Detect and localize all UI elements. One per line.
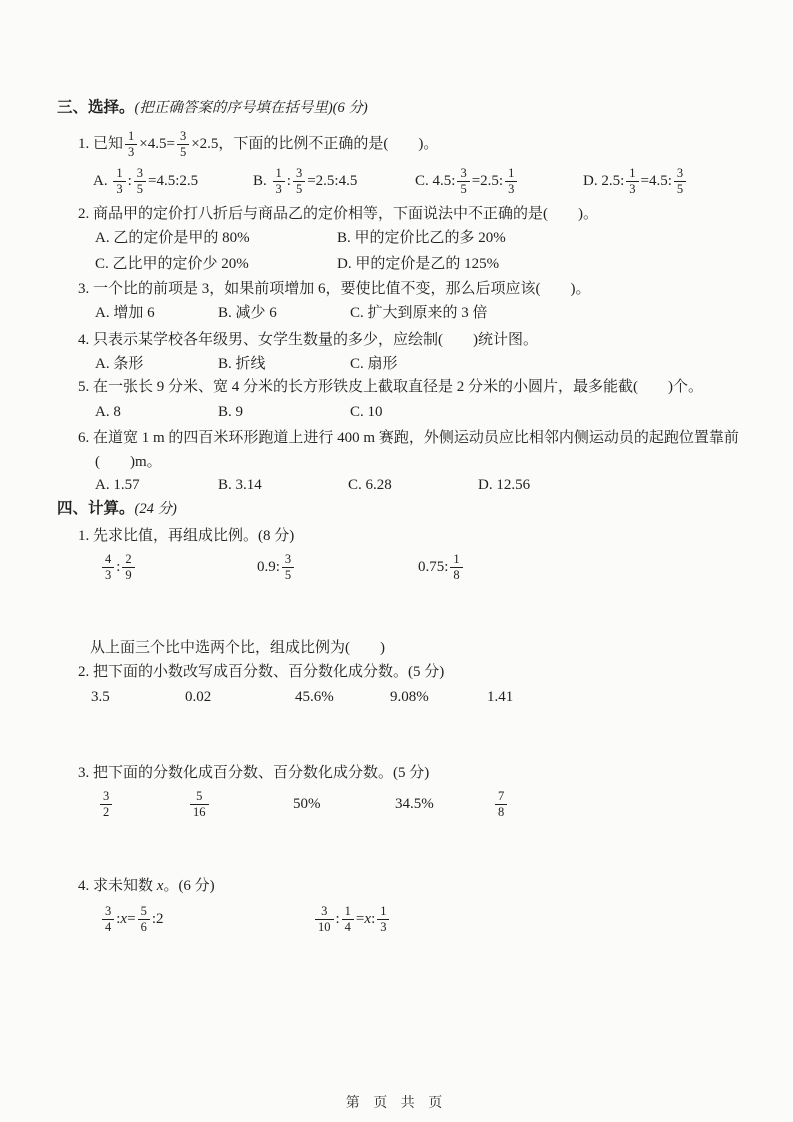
page-footer: 第 页 共 页 [345,1096,448,1111]
question-4-stem: 4. 只表示某学校各年级男、女学生数量的多少，应绘制( )统计图。 [78,332,538,348]
fraction: $\frac{1}{3}$ [125,129,137,159]
calc-2-item-3: 45.6% [295,689,334,705]
q2-option-c: C. 乙比甲的定价少 20% [95,256,249,272]
calc-2-items [0,688,793,706]
calc-1-item-2: 0.9: $\frac{3}{5}$ [257,549,296,585]
fraction: $\frac{3}{5}$ [134,166,146,196]
section-choice-heading [57,99,368,117]
section-choice-heading-note: (把正确答案的序号填在括号里)(6 分) [134,100,368,116]
calc-4-items [0,901,793,937]
calc-3-item-3: 50% [293,796,321,812]
q5-option-c: C. 10 [350,404,383,420]
q6-option-d: D. 12.56 [478,477,531,493]
section-calc-heading [57,500,177,518]
q1-option-a: A. $\frac{1}{3}$ : $\frac{3}{5}$ =4.5:2.5 [93,166,199,196]
question-6-stem-line1: 6. 在道宽 1 m 的四百米环形跑道上进行 400 m 赛跑，外侧运动员应比相邻内侧运动员的起跑位置靠前 [78,430,739,446]
calc-1-item-1: $\frac{4}{3}$ : $\frac{2}{9}$ [100,549,137,585]
calc-2-item-2: 0.02 [185,689,212,705]
fraction: $\frac{1}{3}$ [505,166,517,196]
calc-2-item-5: 1.41 [487,689,514,705]
fraction: $\frac{3}{5}$ [177,129,189,159]
q5-option-b: B. 9 [218,404,244,420]
fraction: $\frac{2}{9}$ [122,552,134,582]
calc-3-stem: 3. 把下面的分数化成百分数、百分数化成分数。(5 分) [78,765,430,781]
calc-1-stem: 1. 先求比值，再组成比例。(8 分) [78,528,295,544]
fraction: $\frac{1}{3}$ [626,166,638,196]
q3-option-c: C. 扩大到原来的 3 倍 [350,305,488,321]
fraction: $\frac{5}{16}$ [190,789,209,819]
section-calc-heading-title: 四、计算。 [57,500,135,517]
q6-option-a: A. 1.57 [95,477,140,493]
calc-1-followup: 从上面三个比中选两个比，组成比例为( ) [90,640,385,656]
fraction: $\frac{3}{5}$ [457,166,469,196]
fraction: $\frac{7}{8}$ [495,789,507,819]
fraction: $\frac{4}{3}$ [102,552,114,582]
fraction: $\frac{3}{5}$ [674,166,686,196]
q3-option-b: B. 减少 6 [218,305,277,321]
q5-option-a: A. 8 [95,404,121,420]
q1-option-d: D. 2.5: $\frac{1}{3}$ =4.5: $\frac{3}{5}$ [583,163,688,199]
q4-option-b: B. 折线 [218,356,266,372]
calc-2-item-1: 3.5 [91,689,110,705]
calc-3-item-4: 34.5% [395,796,434,812]
question-4-options [0,355,793,373]
calc-3-items [0,786,793,822]
q1-option-c: C. 4.5: $\frac{3}{5}$ =2.5: $\frac{1}{3}$ [415,163,519,199]
calc-3-item-5 [493,786,509,822]
fraction: $\frac{5}{6}$ [138,904,150,934]
q6-option-b: B. 3.14 [218,477,262,493]
q1-option-b: B. $\frac{1}{3}$ : $\frac{3}{5}$ =2.5:4.5 [253,166,358,196]
q3-option-a: A. 增加 6 [95,305,155,321]
calc-4-item-2: $\frac{3}{10}$ : $\frac{1}{4}$ = x : $\frac{1}{3}$ [313,901,391,937]
calc-2-stem: 2. 把下面的小数改写成百分数、百分数化成分数。(5 分) [78,664,445,680]
question-3-options [0,304,793,322]
question-2-options-row1 [0,229,793,247]
fraction: $\frac{3}{10}$ [315,904,334,934]
calc-3-item-1 [98,786,114,822]
calc-2-item-4: 9.08% [390,689,429,705]
section-choice-heading-title: 三、选择。 [57,99,135,116]
calc-3-item-2 [188,786,211,822]
fraction: $\frac{1}{3}$ [377,904,389,934]
section-calc-heading-note: (24 分) [134,501,177,517]
question-2-options-row2 [0,255,793,273]
fraction: $\frac{3}{4}$ [102,904,114,934]
calc-1-items [0,549,793,585]
fraction: $\frac{3}{5}$ [282,552,294,582]
question-6-stem-line2: ( )m。 [95,454,162,470]
fraction: $\frac{3}{5}$ [293,166,305,196]
question-2-stem: 2. 商品甲的定价打八折后与商品乙的定价相等，下面说法中不正确的是( )。 [78,206,598,222]
calc-4-item-1: $\frac{3}{4}$ : x = $\frac{5}{6}$ :2 [100,901,163,937]
fraction: $\frac{1}{4}$ [342,904,354,934]
q2-option-a: A. 乙的定价是甲的 80% [95,230,250,246]
fraction: $\frac{1}{3}$ [113,166,125,196]
fraction: $\frac{3}{2}$ [100,789,112,819]
fraction: $\frac{1}{8}$ [450,552,462,582]
q2-option-d: D. 甲的定价是乙的 125% [337,256,500,272]
fraction: $\frac{1}{3}$ [273,166,285,196]
q4-option-a: A. 条形 [95,356,144,372]
question-5-stem: 5. 在一张长 9 分米、宽 4 分米的长方形铁皮上截取直径是 2 分米的小圆片，最多能截( )个。 [78,379,703,395]
question-5-options [0,403,793,421]
question-3-stem: 3. 一个比的前项是 3，如果前项增加 6，要使比值不变，那么后项应该( )。 [78,281,591,297]
calc-4-stem: 4. 求未知数 x。(6 分) [78,878,215,894]
question-6-options [0,476,793,494]
question-1-stem: 1. 已知 $\frac{1}{3}$ ×4.5= $\frac{3}{5}$ ×2.5，下面的比例不正确的是( )。 [78,129,439,159]
q4-option-c: C. 扇形 [350,356,398,372]
question-1-options [0,163,793,199]
q6-option-c: C. 6.28 [348,477,392,493]
calc-1-item-3: 0.75: $\frac{1}{8}$ [418,549,465,585]
q2-option-b: B. 甲的定价比乙的多 20% [337,230,506,246]
